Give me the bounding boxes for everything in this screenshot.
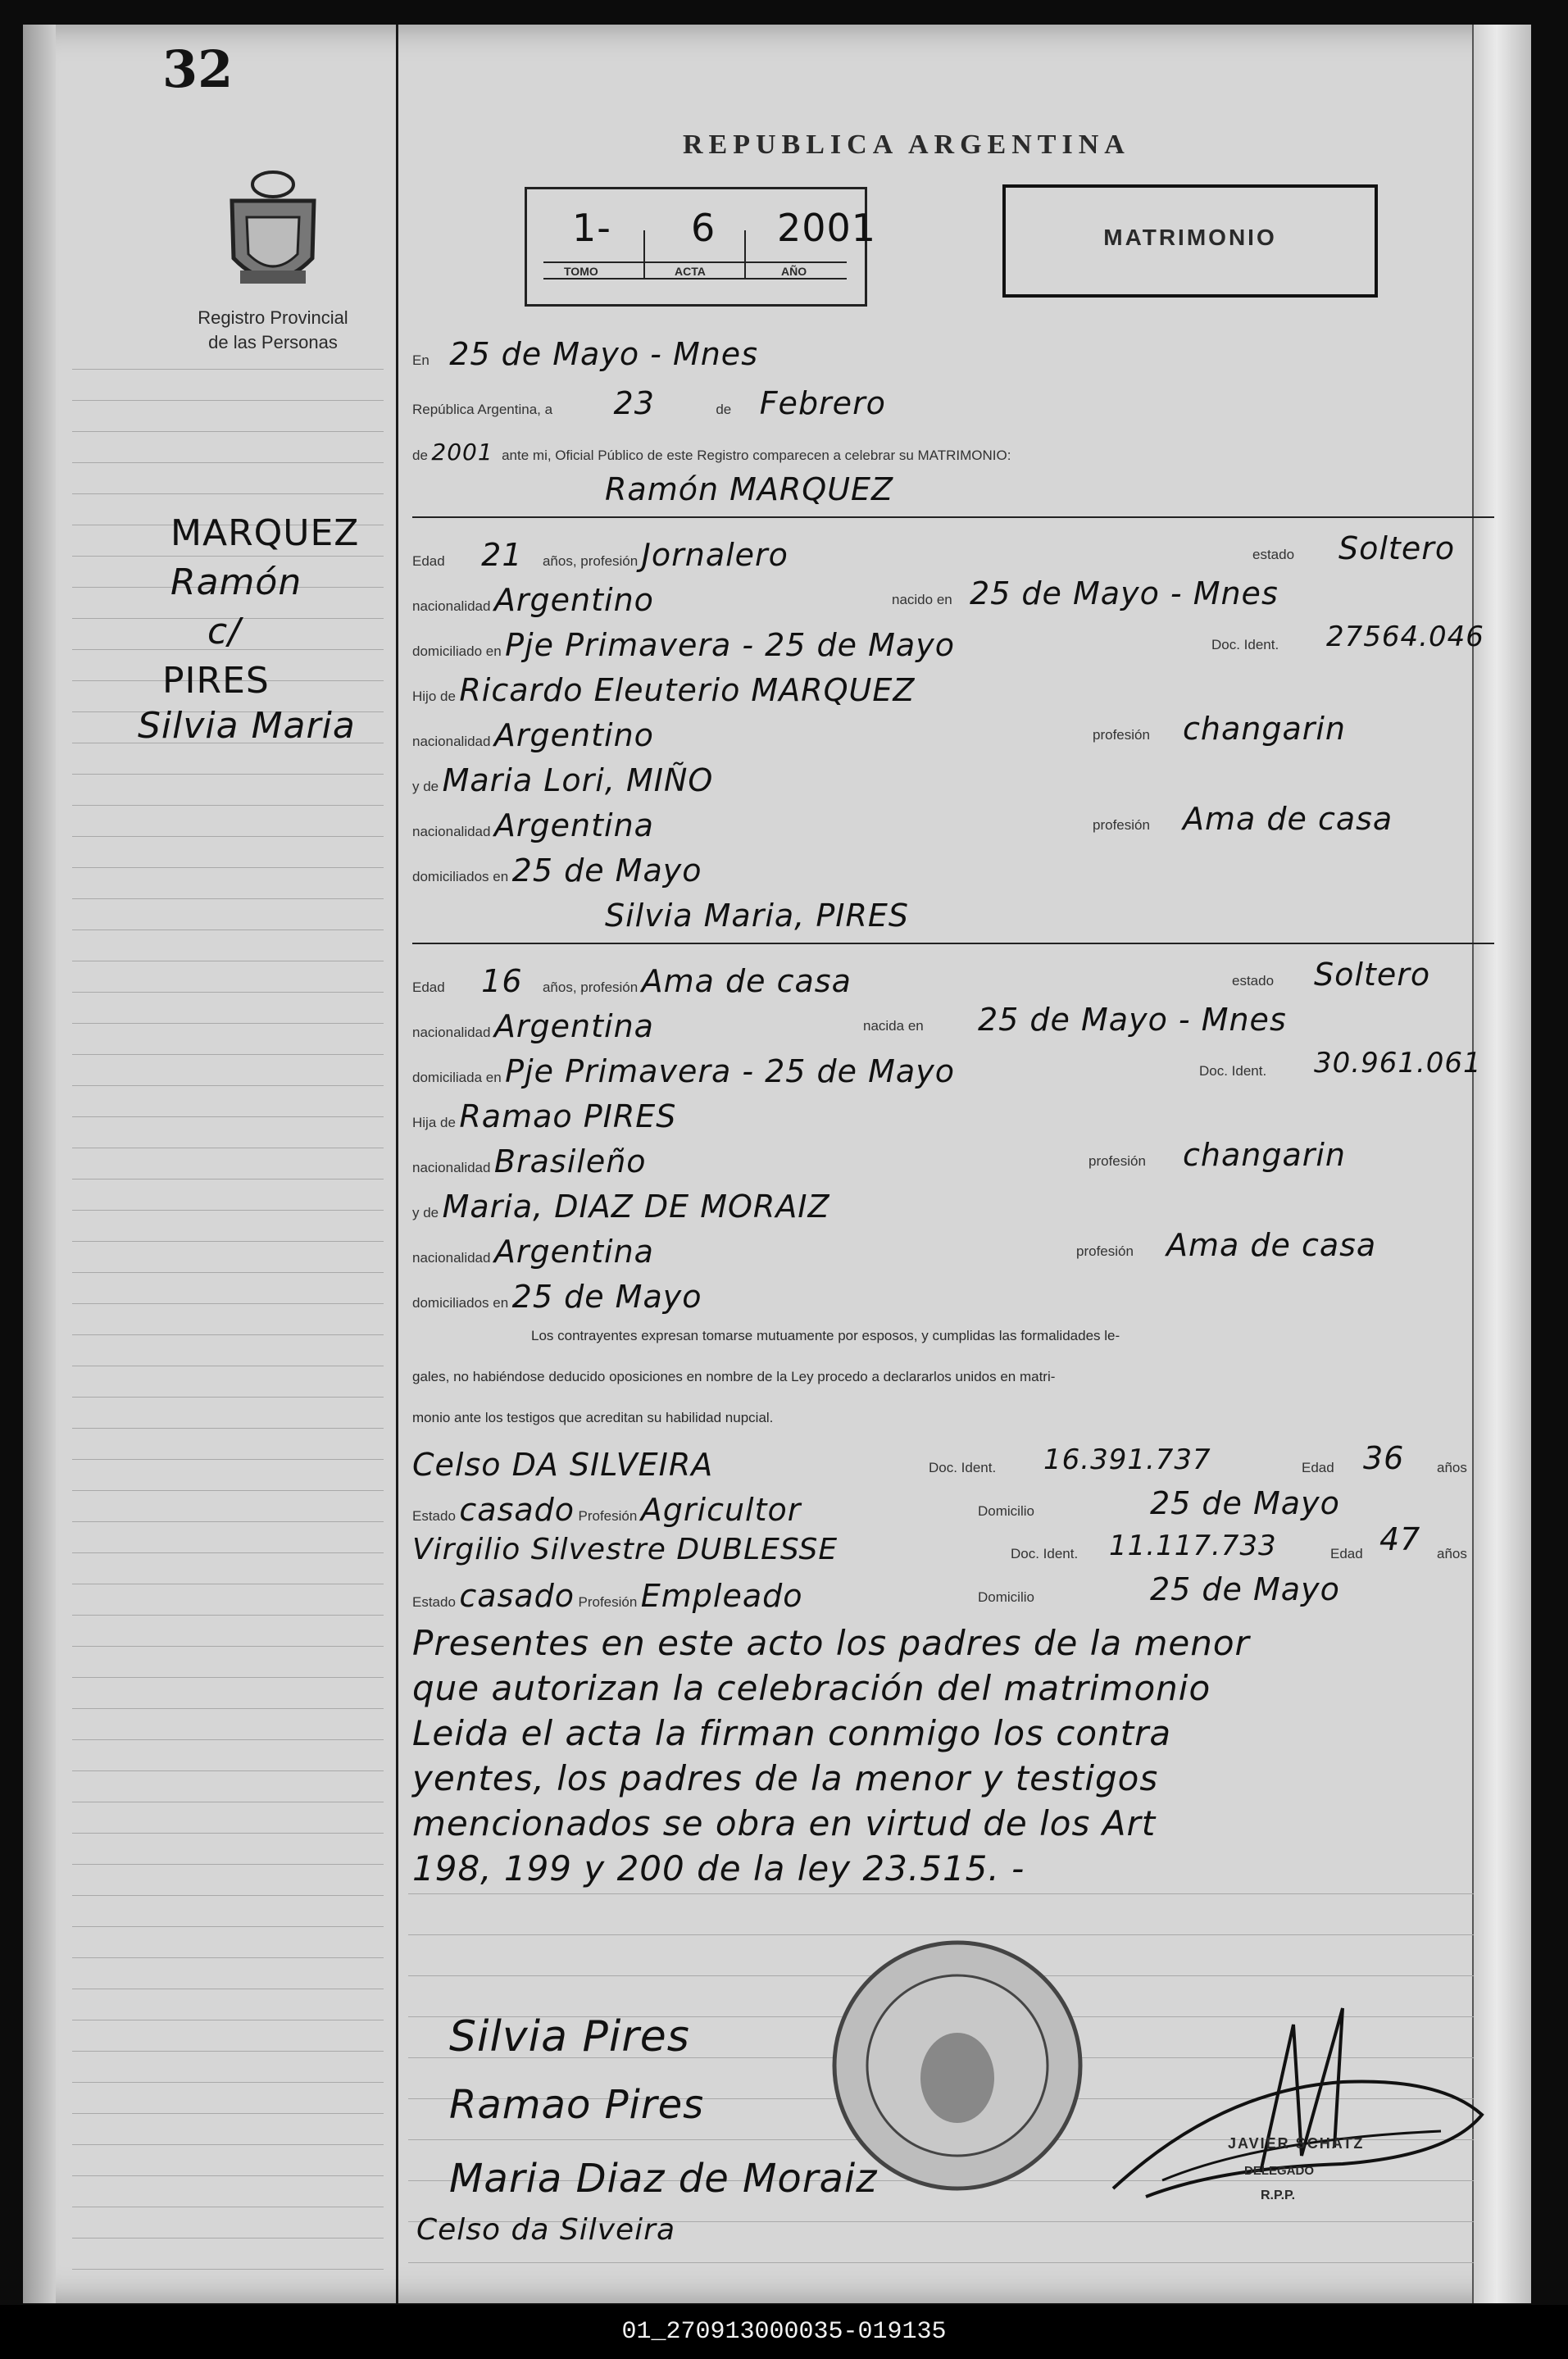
margin-surname-2: PIRES — [162, 660, 270, 702]
groom-mother-row: y de Maria Lori, MIÑO — [412, 762, 714, 798]
margin-rule-line — [72, 1677, 384, 1678]
declaration-line-3: monio ante los testigos que acreditan su habilidad nupcial. — [412, 1410, 774, 1425]
margin-rule-line — [72, 1957, 384, 1958]
bride-birthplace: 25 de Mayo - Mnes — [978, 1002, 1287, 1038]
bride-name: Silvia Maria, PIRES — [605, 898, 910, 934]
witness1-details-row: Estado casado Profesión Agricultor Domicilio 25 de Mayo — [412, 1485, 1340, 1528]
country-title: REPUBLICA ARGENTINA — [683, 130, 1130, 160]
registry-name-line1: Registro Provincial — [198, 307, 348, 328]
declaration-line-2: gales, no habiéndose deducido oposiciones en nombre de la Ley procedo a declararlos unidos en matri- — [412, 1369, 1056, 1384]
notes-line-6: 198, 199 y 200 de la ley 23.515. - — [412, 1848, 1025, 1889]
margin-rule-line — [72, 805, 384, 806]
witness2-details-row: Estado casado Profesión Empleado Domicilio 25 de Mayo — [412, 1571, 1340, 1614]
margin-rule-line — [72, 1646, 384, 1647]
bride-parents-address: 25 de Mayo — [511, 1279, 702, 1315]
margin-rule-line — [72, 400, 384, 401]
main-rule-line — [408, 1893, 1474, 1894]
official-signature-icon — [1097, 1992, 1523, 2238]
margin-rule-line — [72, 1615, 384, 1616]
margin-rule-line — [72, 867, 384, 868]
intro-line-1: En 25 de Mayo - Mnes — [412, 336, 758, 372]
margin-rule-line — [72, 1303, 384, 1304]
official-role: DELEGADO — [1244, 2164, 1315, 2178]
margin-rule-line — [72, 1895, 384, 1896]
witness1-address: 25 de Mayo — [1150, 1485, 1340, 1521]
margin-rule-line — [72, 1054, 384, 1055]
bride-address-row: domiciliada en Pje Primavera - 25 de Mayo Doc. Ident. 30.961.061 — [412, 1047, 1482, 1089]
archive-id-footer: 01_270913000035-019135 — [0, 2305, 1568, 2359]
witness1-doc-id: 16.391.737 — [1043, 1443, 1211, 1476]
signature-4: Celso da Silveira — [416, 2213, 676, 2247]
margin-rule-line — [72, 1116, 384, 1117]
margin-rule-line — [72, 1334, 384, 1335]
witness1-age: 36 — [1363, 1440, 1405, 1476]
acta-label: ACTA — [675, 265, 706, 278]
bride-parents-address-row: domiciliados en 25 de Mayo — [412, 1279, 702, 1315]
registry-seal-icon — [826, 1934, 1089, 2197]
margin-rule-line — [72, 1241, 384, 1242]
witness1-profession: Agricultor — [640, 1492, 802, 1528]
acta-value: 6 — [691, 206, 716, 250]
signature-1: Silvia Pires — [449, 2012, 690, 2061]
bride-father-nationality: Brasileño — [493, 1143, 647, 1180]
margin-rule-line — [72, 1708, 384, 1709]
margin-rule-line — [72, 836, 384, 837]
record-number-box — [525, 187, 877, 307]
margin-surname-1: MARQUEZ — [170, 512, 360, 554]
document-type: MATRIMONIO — [1103, 225, 1277, 250]
margin-rule-line — [72, 2144, 384, 2145]
groom-father-row: Hijo de Ricardo Eleuterio MARQUEZ — [412, 672, 916, 708]
groom-name: Ramón MARQUEZ — [605, 471, 894, 507]
groom-marital-status: Soltero — [1338, 530, 1456, 566]
groom-father-details-row: nacionalidad Argentino profesión changarin — [412, 711, 1347, 753]
notes-line-4: yentes, los padres de la menor y testigos — [412, 1758, 1159, 1798]
margin-rule-line — [72, 369, 384, 370]
margin-conjunction: c/ — [207, 611, 242, 652]
witness1-marital-status: casado — [459, 1492, 575, 1528]
margin-rule-line — [72, 493, 384, 494]
margin-rule-line — [72, 1770, 384, 1771]
tomo-value: 1- — [572, 206, 611, 250]
groom-profession: Jornalero — [641, 537, 789, 573]
bride-father-details-row: nacionalidad Brasileño profesión changarin — [412, 1137, 1347, 1180]
groom-address-row: domiciliado en Pje Primavera - 25 de Mayo Doc. Ident. 27564.046 — [412, 620, 1484, 663]
margin-rule-line — [72, 1552, 384, 1553]
bride-age: 16 — [481, 963, 523, 999]
witness2-row: Virgilio Silvestre DUBLESSE Doc. Ident. 11.117.733 Edad 47 años — [412, 1521, 1467, 1566]
margin-rule-line — [72, 1459, 384, 1460]
margin-rule-line — [72, 1023, 384, 1024]
groom-age: 21 — [481, 537, 523, 573]
groom-father: Ricardo Eleuterio MARQUEZ — [459, 672, 916, 708]
main-rule-line — [408, 2262, 1474, 2263]
register-page — [23, 25, 1531, 2303]
margin-rule-line — [72, 1833, 384, 1834]
bride-doc-id: 30.961.061 — [1314, 1047, 1482, 1080]
groom-mother-nationality: Argentina — [493, 807, 654, 843]
margin-rule-line — [72, 2175, 384, 2176]
notes-line-5: mencionados se obra en virtud de los Art — [412, 1803, 1157, 1843]
bride-mother-row: y de Maria, DIAZ DE MORAIZ — [412, 1189, 830, 1225]
groom-birthplace: 25 de Mayo - Mnes — [970, 575, 1279, 611]
bride-address: Pje Primavera - 25 de Mayo — [505, 1053, 955, 1089]
page-number: 32 — [162, 39, 234, 99]
bride-mother-profession: Ama de casa — [1166, 1227, 1377, 1263]
bride-nationality: Argentina — [493, 1008, 654, 1044]
margin-name-1: Ramón — [170, 561, 302, 603]
witness2-marital-status: casado — [459, 1578, 575, 1614]
bride-mother-details-row: nacionalidad Argentina profesión Ama de casa — [412, 1227, 1377, 1270]
groom-father-profession: changarin — [1183, 711, 1347, 747]
bride-father: Ramao PIRES — [459, 1098, 677, 1134]
notes-line-2: que autorizan la celebración del matrimonio — [412, 1668, 1211, 1708]
margin-rule-line — [72, 992, 384, 993]
margin-rule-line — [72, 462, 384, 463]
margin-rule-line — [72, 1179, 384, 1180]
column-divider — [396, 25, 398, 2303]
coat-of-arms-icon — [216, 168, 330, 303]
margin-rule-line — [72, 431, 384, 432]
ceremony-year: 2001 — [431, 439, 493, 466]
witness1-row: Celso DA SILVEIRA Doc. Ident. 16.391.737 Edad 36 años — [412, 1440, 1467, 1483]
groom-age-row: Edad 21 años, profesión Jornalero estado Soltero — [412, 530, 1456, 573]
witness2-doc-id: 11.117.733 — [1109, 1529, 1277, 1562]
groom-nationality-row: nacionalidad Argentino nacido en 25 de Mayo - Mnes — [412, 575, 1279, 618]
margin-rule-line — [72, 2051, 384, 2052]
bride-age-row: Edad 16 años, profesión Ama de casa estado Soltero — [412, 957, 1431, 999]
groom-parents-address: 25 de Mayo — [511, 852, 702, 889]
margin-rule-line — [72, 2082, 384, 2083]
witness1-name: Celso DA SILVEIRA — [412, 1447, 714, 1483]
margin-rule-line — [72, 556, 384, 557]
margin-rule-line — [72, 1397, 384, 1398]
signature-3: Maria Diaz de Moraiz — [449, 2156, 878, 2202]
binding-edge — [23, 25, 56, 2303]
witness2-age: 47 — [1379, 1521, 1421, 1557]
groom-parents-address-row: domiciliados en 25 de Mayo — [412, 852, 702, 889]
witness2-profession: Empleado — [640, 1578, 803, 1614]
groom-mother-details-row: nacionalidad Argentina profesión Ama de casa — [412, 801, 1393, 843]
tomo-label: TOMO — [564, 265, 598, 278]
notes-line-1: Presentes en este acto los padres de la menor — [412, 1623, 1250, 1663]
intro-line-2: República Argentina, a 23 de Febrero — [412, 385, 886, 421]
margin-rule-line — [72, 2113, 384, 2114]
bride-father-row: Hija de Ramao PIRES — [412, 1098, 677, 1134]
margin-rule-line — [72, 1085, 384, 1086]
bride-mother: Maria, DIAZ DE MORAIZ — [442, 1189, 830, 1225]
margin-name-2: Silvia Maria — [138, 705, 356, 747]
document-type-box — [1002, 184, 1378, 298]
groom-doc-id: 27564.046 — [1326, 620, 1484, 653]
margin-rule-line — [72, 2238, 384, 2239]
official-name: JAVIER SCHATZ — [1228, 2135, 1365, 2152]
official-office: R.P.P. — [1261, 2189, 1296, 2202]
bride-nationality-row: nacionalidad Argentina nacida en 25 de Mayo - Mnes — [412, 1002, 1287, 1044]
bride-father-profession: changarin — [1183, 1137, 1347, 1173]
notes-line-3: Leida el acta la firman conmigo los contra — [412, 1713, 1172, 1753]
anio-label: AÑO — [781, 265, 807, 278]
witness2-name: Virgilio Silvestre DUBLESSE — [412, 1533, 839, 1566]
margin-rule-line — [72, 1210, 384, 1211]
margin-rule-line — [72, 1864, 384, 1865]
margin-rule-line — [72, 774, 384, 775]
signature-2: Ramao Pires — [449, 2082, 705, 2128]
declaration-line-1: Los contrayentes expresan tomarse mutuamente por esposos, y cumplidas las formalidades le- — [531, 1328, 1120, 1343]
ceremony-day: 23 — [613, 385, 655, 421]
ceremony-month: Febrero — [759, 385, 886, 421]
margin-rule-line — [72, 1428, 384, 1429]
margin-rule-line — [72, 1490, 384, 1491]
groom-nationality: Argentino — [493, 582, 654, 618]
bride-mother-nationality: Argentina — [493, 1234, 654, 1270]
margin-rule-line — [72, 898, 384, 899]
groom-father-nationality: Argentino — [493, 717, 654, 753]
margin-rule-line — [72, 2269, 384, 2270]
groom-address: Pje Primavera - 25 de Mayo — [505, 627, 955, 663]
groom-mother-profession: Ama de casa — [1183, 801, 1393, 837]
groom-mother: Maria Lori, MIÑO — [442, 762, 714, 798]
margin-rule-line — [72, 1521, 384, 1522]
margin-rule-line — [72, 1926, 384, 1927]
anio-value: 2001 — [777, 206, 877, 250]
bride-marital-status: Soltero — [1314, 957, 1431, 993]
intro-line-3: de 2001 ante mi, Oficial Público de este Registro comparecen a celebrar su MATRIMONIO: — [412, 439, 1011, 466]
margin-rule-line — [72, 1272, 384, 1273]
ceremony-place: 25 de Mayo - Mnes — [449, 336, 758, 372]
registry-name-line2: de las Personas — [208, 332, 338, 352]
bride-profession: Ama de casa — [641, 963, 852, 999]
witness2-address: 25 de Mayo — [1150, 1571, 1340, 1607]
margin-rule-line — [72, 1739, 384, 1740]
